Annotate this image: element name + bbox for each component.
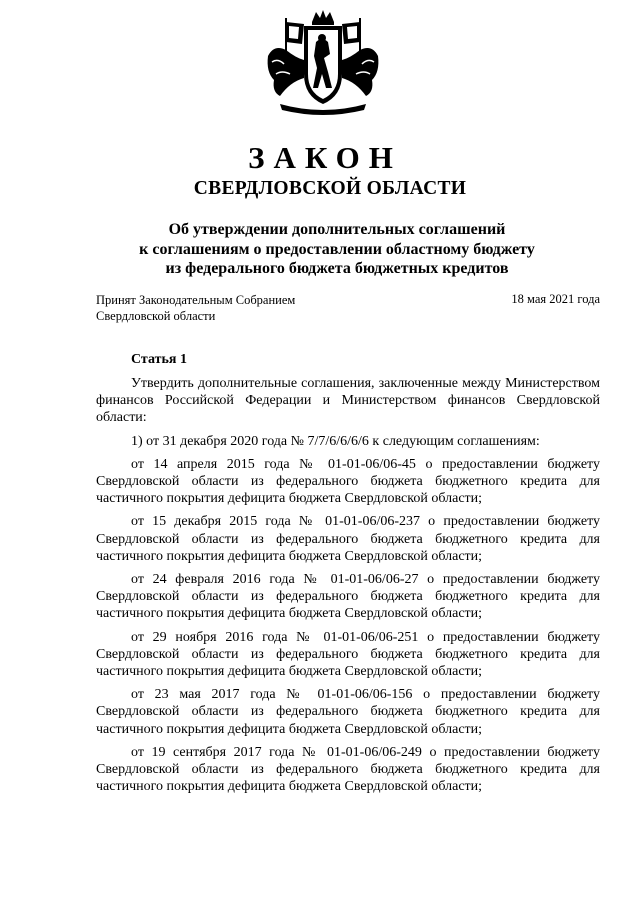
adoption-line: Свердловской области	[96, 309, 216, 323]
article-body	[96, 375, 600, 795]
article-paragraph: от 24 февраля 2016 года № 01-01-06/06-27 о предоставлении бюджету Свердловской области из федерального бюджета бюджетного кредита для частичного покрытия дефицита бюджета Свердловской области;	[96, 572, 600, 622]
adoption-authority	[96, 292, 295, 324]
subject-line: из федерального бюджета бюджетных кредитов	[165, 260, 509, 277]
law-title: ЗАКОН	[248, 140, 402, 175]
coat-of-arms-icon	[260, 8, 386, 118]
subject-line: к соглашениям о предоставлении областному бюджету	[139, 240, 535, 258]
article-paragraph: 1) от 31 декабря 2020 года № 7/7/6/6/6/6 к следующим соглашениям:	[131, 433, 540, 449]
article-paragraph: от 15 декабря 2015 года № 01-01-06/06-237 о предоставлении бюджету Свердловской области из федерального бюджета бюджетного кредита для частичного покрытия дефицита бюджета Свердловской области;	[96, 514, 600, 564]
article-paragraph: от 29 ноября 2016 года № 01-01-06/06-251 о предоставлении бюджету Свердловской области из федерального бюджета бюджетного кредита для частичного покрытия дефицита бюджета Свердловской области;	[96, 629, 600, 680]
article-paragraph: от 19 сентября 2017 года № 01-01-06/06-249 о предоставлении бюджету Свердловской области из федерального бюджета бюджетного кредита для частичного покрытия дефицита бюджета Свердловской области;	[96, 744, 600, 795]
article-paragraph: Утвердить дополнительные соглашения, заключенные между Министерством финансов Российской Федерации и Министерством финансов Свердловской области:	[96, 376, 600, 426]
article-paragraph: от 14 апреля 2015 года № 01-01-06/06-45 о предоставлении бюджету Свердловской области из федерального бюджета бюджетного кредита для частичного покрытия дефицита бюджета Свердловской области;	[96, 456, 600, 507]
region-title: СВЕРДЛОВСКОЙ ОБЛАСТИ	[193, 178, 467, 199]
article-paragraph: от 23 мая 2017 года № 01-01-06/06-156 о предоставлении бюджету Свердловской области из федерального бюджета бюджетного кредита для частичного покрытия дефицита бюджета Свердловской области;	[96, 687, 600, 737]
article-heading: Статья 1	[131, 352, 187, 367]
adoption-date: 18 мая 2021 года	[511, 292, 600, 306]
law-subject	[0, 220, 640, 279]
subject-line: Об утверждении дополнительных соглашений	[168, 221, 506, 238]
adoption-line: Принят Законодательным Собранием	[96, 293, 296, 307]
